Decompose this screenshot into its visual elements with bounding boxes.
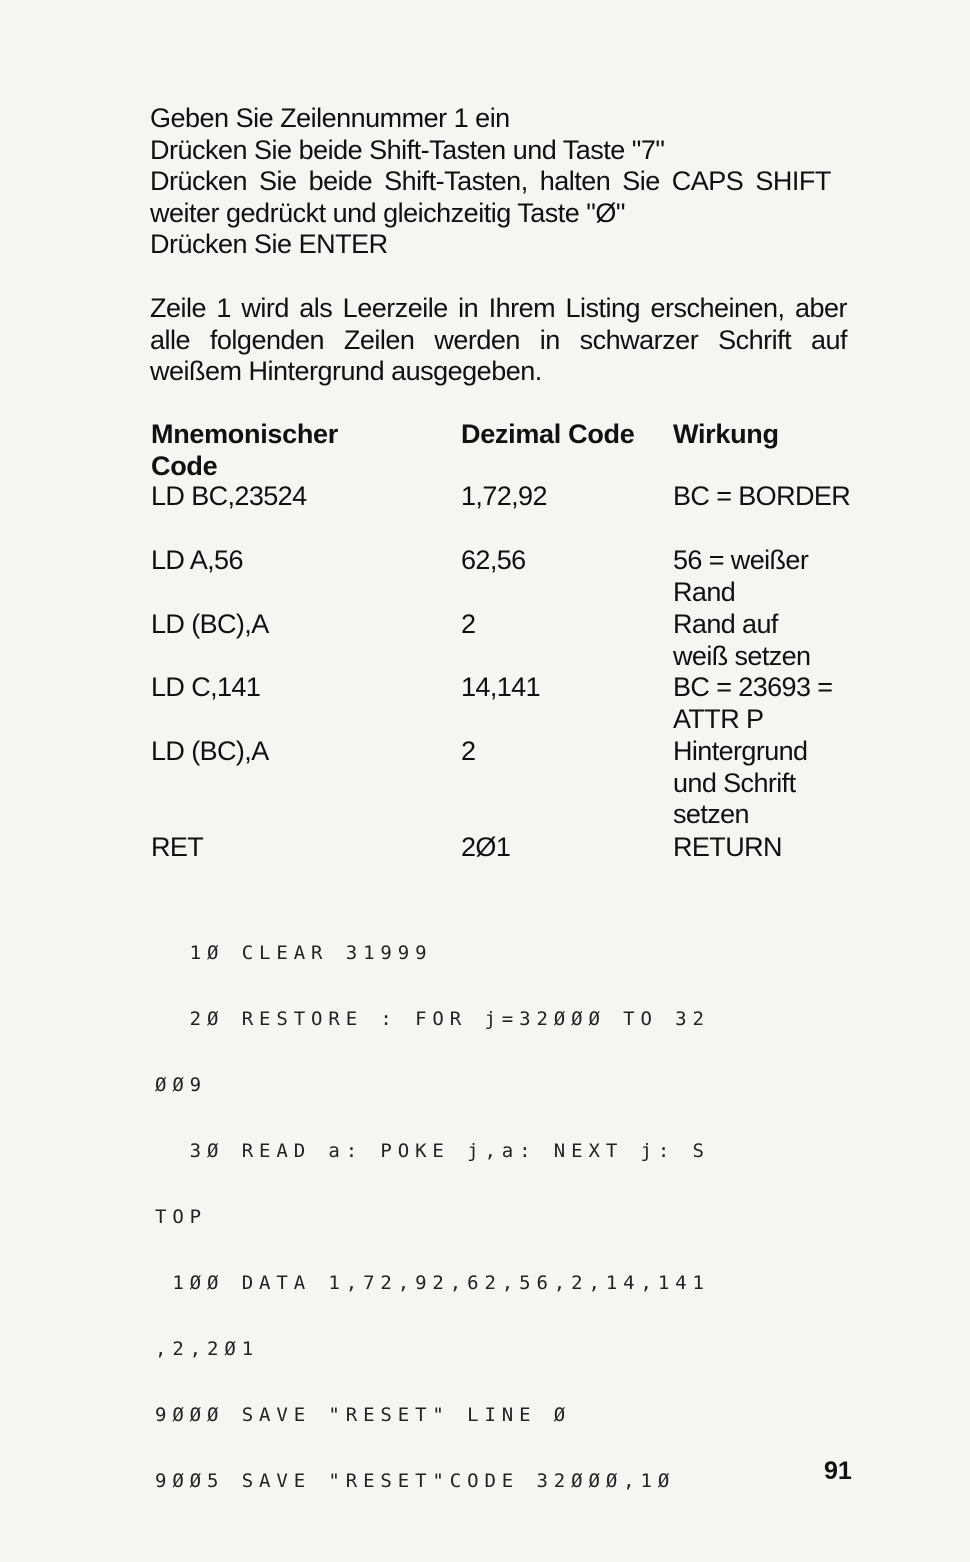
explanation-paragraph: Zeile 1 wird als Leerzeile in Ihrem Listing erscheinen, aber alle folgenden Zeilen werden in schwarzer Schrift auf weißem Hintergrund ausgegeben. (150, 293, 847, 386)
instruction-line: Drücken Sie ENTER (150, 229, 388, 259)
listing-line: ,2,2Ø1 (155, 1338, 260, 1360)
mnemonic-cell: RET (151, 832, 204, 862)
listing-line: 9ØØØ SAVE "RESET" LINE Ø (155, 1404, 572, 1426)
listing-line: ØØ9 (155, 1074, 208, 1096)
listing-line: 2Ø RESTORE : FOR j=32ØØØ TO 32 (155, 1008, 710, 1030)
decimal-cell: 14,141 (461, 672, 540, 702)
listing-line: 3Ø READ a: POKE j,a: NEXT j: S (155, 1140, 710, 1162)
mnemonic-cell: LD BC,23524 (151, 481, 307, 511)
instruction-line: Drücken Sie beide Shift-Tasten und Taste "7" (150, 134, 665, 165)
listing-line: TOP (155, 1206, 208, 1228)
listing-line: 1ØØ DATA 1,72,92,62,56,2,14,141 (155, 1272, 710, 1294)
basic-listing (155, 898, 855, 1536)
header-effect: Wirkung (673, 419, 779, 449)
instruction-line: weiter gedrückt und gleichzeitig Taste "Ø" (150, 197, 625, 228)
decimal-cell: 1,72,92 (461, 481, 547, 511)
instruction-line: Geben Sie Zeilennummer 1 ein (150, 103, 510, 133)
effect-cell: RETURN (673, 832, 782, 862)
instruction-line: Drücken Sie beide Shift-Tasten, halten Sie CAPS SHIFT (150, 166, 831, 196)
effect-cell: 56 = weißer Rand (673, 545, 809, 607)
mnemonic-cell: LD C,141 (151, 672, 261, 702)
effect-cell: Rand auf weiß setzen (673, 609, 811, 671)
decimal-cell: 2 (461, 609, 476, 639)
effect-cell: Hintergrund und Schrift setzen (673, 736, 808, 829)
mnemonic-cell: LD (BC),A (151, 736, 269, 766)
decimal-cell: 2Ø1 (461, 832, 511, 862)
header-mnemonic: Mnemonischer Code (151, 419, 338, 481)
effect-cell: BC = 23693 = ATTR P (673, 672, 833, 734)
listing-line: 1Ø CLEAR 31999 (155, 942, 433, 964)
header-decimal: Dezimal Code (461, 419, 635, 449)
mnemonic-cell: LD A,56 (151, 545, 243, 575)
instruction-list (150, 103, 850, 261)
decimal-cell: 2 (461, 736, 476, 766)
mnemonic-cell: LD (BC),A (151, 609, 269, 639)
effect-cell: BC = BORDER (673, 481, 851, 511)
page-number: 91 (824, 1457, 852, 1485)
decimal-cell: 62,56 (461, 545, 526, 575)
listing-line: 9ØØ5 SAVE "RESET"CODE 32ØØØ,1Ø (155, 1470, 676, 1492)
